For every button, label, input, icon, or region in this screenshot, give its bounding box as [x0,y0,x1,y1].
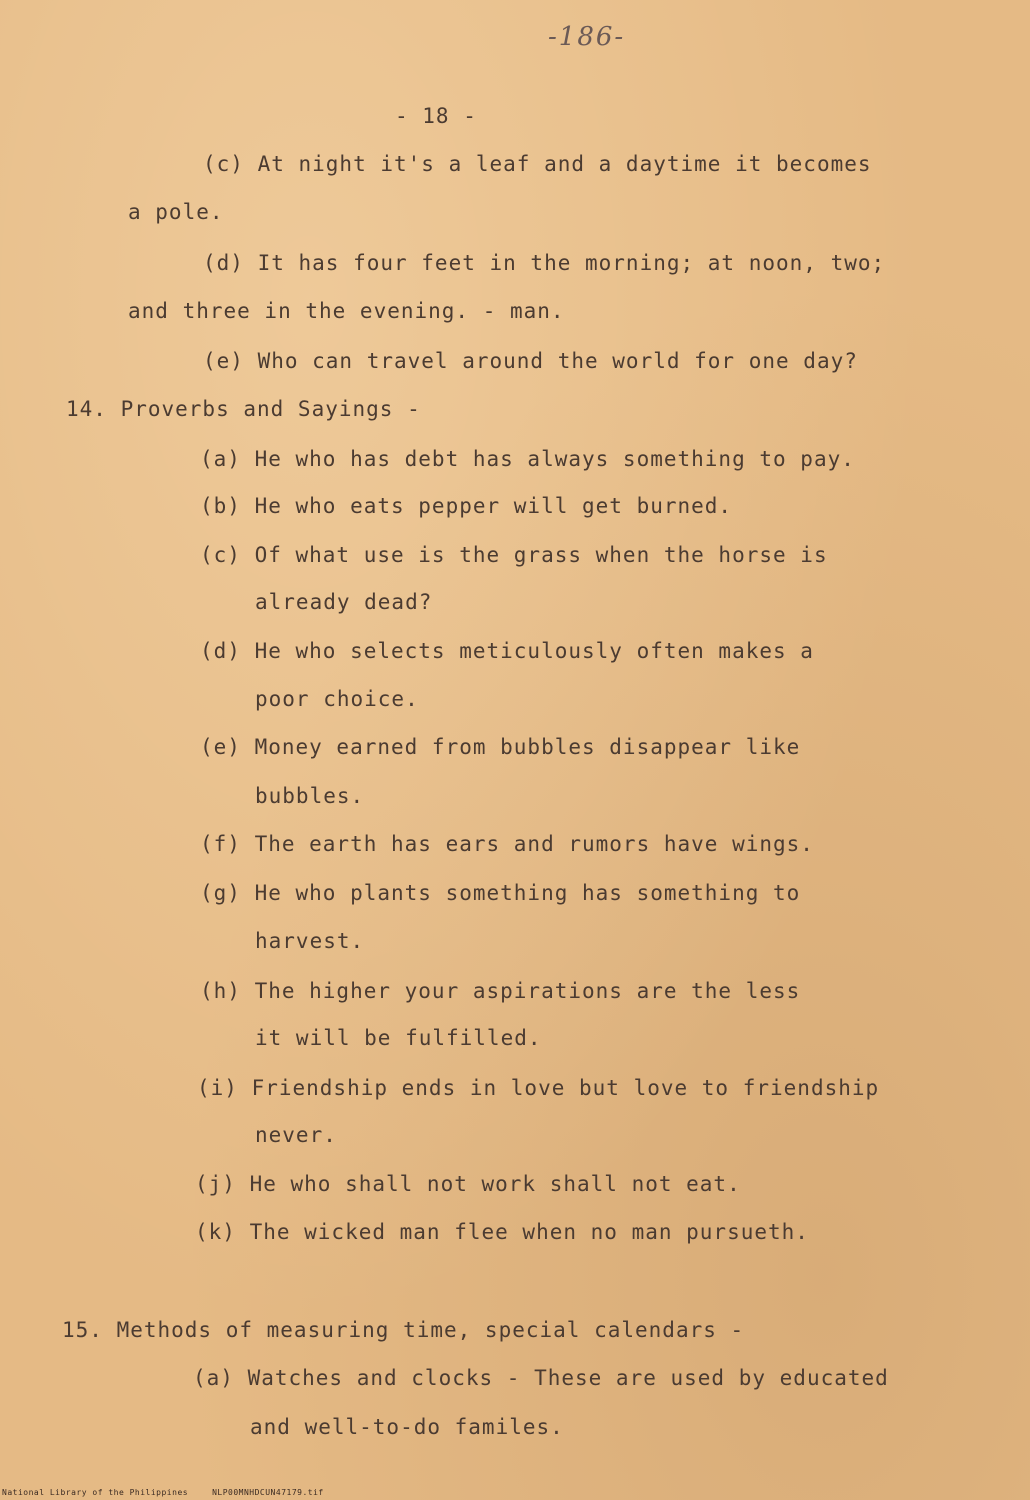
footer-institution: National Library of the Philippines [2,1488,189,1497]
proverb-g-line-1: (g) He who plants something has something to [200,881,801,905]
proverb-i-line-1: (i) Friendship ends in love but love to friendship [197,1076,880,1100]
proverb-c-line-1: (c) Of what use is the grass when the horse is [200,543,828,567]
riddle-c-line-1: (c) At night it's a leaf and a daytime it becomes [203,152,872,176]
proverb-h-line-2: it will be fulfilled. [255,1026,542,1050]
page-number: - 18 - [395,104,477,128]
scan-footer [2,1488,324,1497]
section-15-heading: 15. Methods of measuring time, special calendars - [62,1318,745,1342]
section-14-heading: 14. Proverbs and Sayings - [66,397,421,421]
proverb-e-line-2: bubbles. [255,784,365,808]
riddle-d-line-1: (d) It has four feet in the morning; at noon, two; [203,251,886,275]
footer-filename: NLP00MNHDCUN47179.tif [212,1488,324,1497]
method-a-line-2: and well-to-do familes. [250,1415,564,1439]
proverb-j: (j) He who shall not work shall not eat. [195,1172,741,1196]
proverb-h-line-1: (h) The higher your aspirations are the less [200,979,801,1003]
proverb-d-line-2: poor choice. [255,687,419,711]
riddle-d-line-2: and three in the evening. - man. [128,299,565,323]
proverb-b: (b) He who eats pepper will get burned. [200,494,733,518]
proverb-a: (a) He who has debt has always something to pay. [200,447,855,471]
proverb-d-line-1: (d) He who selects meticulously often makes a [200,639,814,663]
proverb-g-line-2: harvest. [255,929,365,953]
proverb-f: (f) The earth has ears and rumors have wings. [200,832,814,856]
riddle-e-line: (e) Who can travel around the world for one day? [203,349,858,373]
riddle-c-line-2: a pole. [128,200,224,224]
proverb-k: (k) The wicked man flee when no man pursueth. [195,1220,809,1244]
handwritten-page-number: -186- [548,22,626,52]
proverb-e-line-1: (e) Money earned from bubbles disappear like [200,735,801,759]
proverb-i-line-2: never. [255,1123,337,1147]
method-a-line-1: (a) Watches and clocks - These are used by educated [193,1366,889,1390]
proverb-c-line-2: already dead? [255,590,433,614]
